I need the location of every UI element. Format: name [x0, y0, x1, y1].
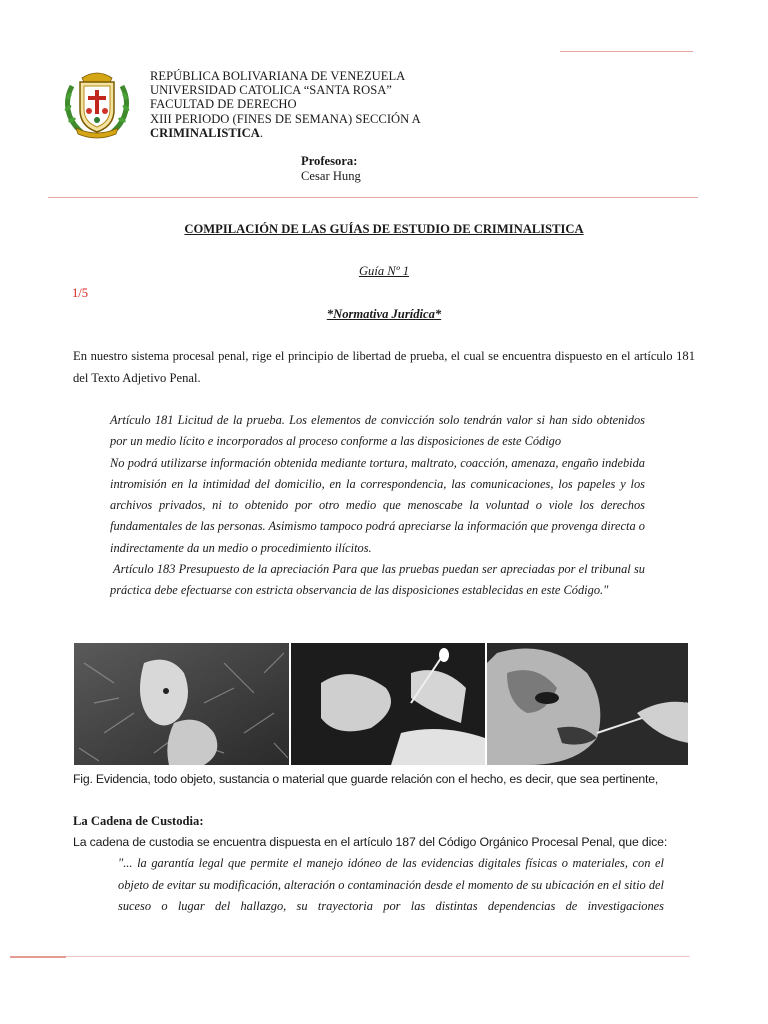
subject-name: CRIMINALISTICA [150, 125, 260, 140]
professor-block [301, 154, 361, 183]
subject-line [150, 126, 421, 140]
evidence-photo-ground [74, 643, 289, 765]
section-heading-cadena: La Cadena de Custodia: [73, 814, 204, 828]
evidence-photo-strip [74, 643, 688, 765]
institution-line: REPÚBLICA BOLIVARIANA DE VENEZUELA [150, 69, 406, 83]
footer-rule [10, 956, 690, 957]
guide-number-text: Guía Nº 1 [358, 264, 410, 278]
subject-suffix: . [259, 125, 264, 140]
institution-block [150, 69, 421, 140]
intro-paragraph: En nuestro sistema procesal penal, rige el principio de libertad de prueba, el cual se encuentra dispuesto en el artículo 181 del Texto Adjetivo Penal. [73, 349, 695, 385]
professor-name: Cesar Hung [301, 168, 361, 183]
cadena-intro-text: La cadena de custodia se encuentra dispuesta en el artículo 187 del Código Orgánico Procesal Penal, que dice: [73, 835, 668, 849]
cadena-quote: "... la garantía legal que permite el manejo idóneo de las evidencias digitales físicas o materiales, con el objeto de evitar su modificación, alteración o contaminación desde el momento de su ubicación en el sitio del suceso o lugar del hallazgo, su trayectoria por las distintas dependencias de investigaciones [118, 856, 664, 914]
university-crest-icon [62, 66, 132, 140]
document-title-text: COMPILACIÓN DE LAS GUÍAS DE ESTUDIO DE CRIMINALISTICA [184, 222, 584, 236]
legal-quote-block [110, 410, 645, 602]
section-title [0, 307, 768, 322]
quote-article-181-paragraph: No podrá utilizarse información obtenida mediante tortura, maltrato, coacción, amenaza, engaño indebida intromisión en la intimidad del domicilio, en la correspondencia, las comunicaciones, los papeles y los archivos privados, ni to obtenido por otro medio que menoscabe la voluntad o viole los derechos fundamentales de las personas. Asimismo tampoco podrá apreciarse la información que provenga directa o indirectamente da un medio o procedimiento ilícitos. [110, 455, 645, 555]
page-indicator: 1/5 [72, 286, 89, 300]
footer-rule-accent [10, 956, 66, 958]
quote-article-181-paragraph: Artículo 181 Licitud de la prueba. Los elementos de convicción solo tendrán valor si han sido obtenidos por un medio lícito e incorporados al proceso conforme a las disposiciones de este Código [110, 413, 645, 449]
professor-label: Profesora: [301, 154, 358, 168]
guide-number [0, 264, 768, 279]
institution-line: FACULTAD DE DERECHO [150, 97, 297, 112]
document-title [0, 222, 768, 237]
quote-article-183-paragraph: Artículo 183 Presupuesto de la apreciación Para que las pruebas puedan ser apreciadas por el tribunal su práctica debe efectuarse con estricta observancia de las disposiciones establecidas en este Código." [110, 562, 645, 598]
institution-line: XIII PERIODO (FINES DE SEMANA) SECCIÓN A [150, 111, 421, 126]
institution-line: UNIVERSIDAD CATOLICA “SANTA ROSA” [150, 83, 392, 98]
header-rule-bottom [48, 197, 698, 198]
figure-caption: Fig. Evidencia, todo objeto, sustancia o material que guarde relación con el hecho, es decir, que sea pertinente, [73, 772, 659, 786]
header-rule-top [560, 51, 693, 52]
evidence-photo-swab [291, 643, 484, 765]
section-title-text: *Normativa Jurídica* [326, 307, 442, 321]
evidence-photo-face [487, 643, 688, 765]
